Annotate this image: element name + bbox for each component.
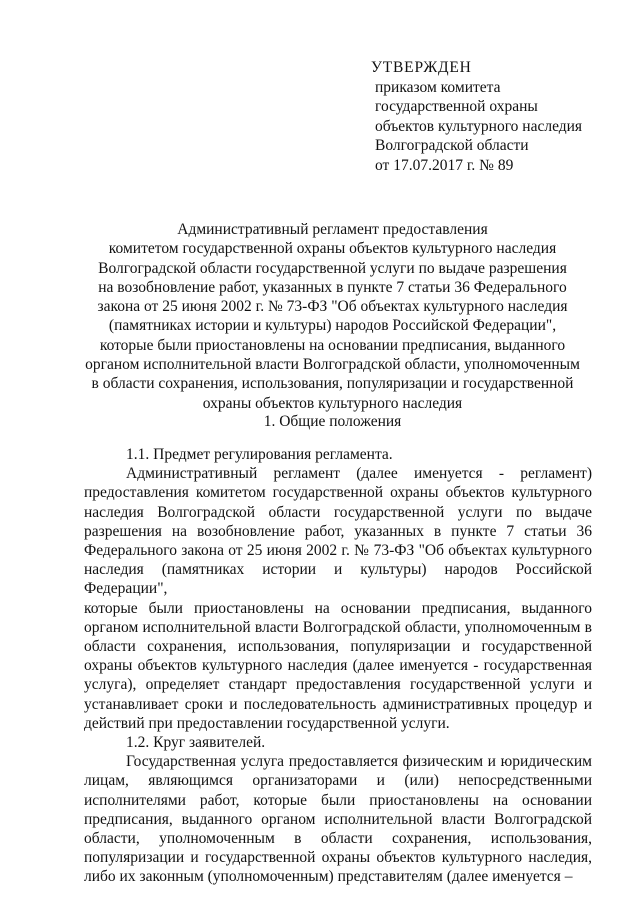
- paragraph-line: лицам, являющимся организаторами и (или) непосредственными: [84, 772, 592, 790]
- title-line: закона от 25 июня 2002 г. № 73-ФЗ "Об объектах культурного наследия: [97, 298, 568, 316]
- paragraph-line: устанавливает сроки и последовательность административных процедур и: [84, 695, 592, 713]
- section-heading: 1. Общие положения: [263, 413, 402, 430]
- paragraph-line: охраны объектов культурного наследия (далее именуется - государственная: [84, 657, 592, 675]
- approval-line: государственной охраны: [375, 98, 538, 116]
- paragraph-line: предписания, выданного органом исполнительной власти Волгоградской: [84, 810, 592, 828]
- paragraph-line: области сохранения, использования, популяризации и государственной: [84, 638, 592, 656]
- approval-stamp: [371, 58, 621, 176]
- paragraph-line: услуга), определяет стандарт предоставления государственной услуги и: [84, 676, 592, 694]
- paragraph-line: либо их законным (уполномоченным) представителям (далее именуется –: [84, 868, 573, 886]
- approval-line: объектов культурного наследия: [375, 117, 583, 135]
- paragraph-line: действий при предоставлении государственной услуги.: [84, 714, 450, 732]
- approval-line: Волгоградской области: [375, 137, 529, 155]
- paragraph-line: Федерального закона от 25 июня 2002 г. № 73-ФЗ "Об объектах культурного: [84, 542, 592, 560]
- title-line: органом исполнительной власти Волгоградской области, уполномоченным: [85, 356, 580, 374]
- title-line: Административный регламент предоставления: [177, 221, 488, 238]
- document-body: [84, 445, 592, 887]
- paragraph-line: органом исполнительной власти Волгоградской области, уполномоченным в: [84, 618, 592, 636]
- paragraph-line: популяризации и государственной охраны объектов культурного наследия,: [84, 849, 592, 867]
- paragraph-line: области, уполномоченным в области сохранения, использования,: [84, 830, 592, 848]
- title-line: (памятниках истории и культуры) народов Российской Федерации",: [108, 317, 557, 335]
- title-line: которые были приостановлены на основании предписания, выданного: [99, 336, 566, 354]
- title-line: комитетом государственной охраны объектов культурного наследия: [108, 240, 557, 258]
- paragraph-line: предоставления комитетом государственной охраны объектов культурного: [84, 484, 592, 502]
- subsection-heading: 1.1. Предмет регулирования регламента.: [126, 446, 393, 463]
- paragraph-line: Государственная услуга предоставляется физическим и юридическим: [126, 753, 592, 771]
- title-line: на возобновление работ, указанных в пункте 7 статьи 36 Федерального: [98, 278, 567, 296]
- paragraph-line: наследия Волгоградской области государственной услуги по выдаче: [84, 503, 592, 521]
- approval-line: приказом комитета: [375, 78, 501, 96]
- title-line: Волгоградской области государственной услуги по выдаче разрешения: [98, 259, 567, 277]
- title-line: в области сохранения, использования, популяризации и государственной: [91, 375, 574, 393]
- title-line: охраны объектов культурного наследия: [202, 394, 463, 412]
- approval-title: УТВЕРЖДЕН: [371, 59, 472, 76]
- paragraph-line: разрешения на возобновление работ, указанных в пункте 7 статьи 36: [84, 522, 592, 540]
- paragraph-line: которые были приостановлены на основании предписания, выданного: [84, 599, 592, 617]
- document-title: [80, 220, 585, 413]
- paragraph-line: исполнителями работ, которые были приостановлены на основании: [84, 791, 592, 809]
- approval-line: от 17.07.2017 г. № 89: [375, 156, 514, 174]
- paragraph-line: Административный регламент (далее именуется - регламент): [126, 465, 592, 483]
- subsection-heading: 1.2. Круг заявителей.: [126, 734, 266, 752]
- paragraph-line: наследия (памятниках истории и культуры) народов Российской Федерации",: [84, 561, 592, 598]
